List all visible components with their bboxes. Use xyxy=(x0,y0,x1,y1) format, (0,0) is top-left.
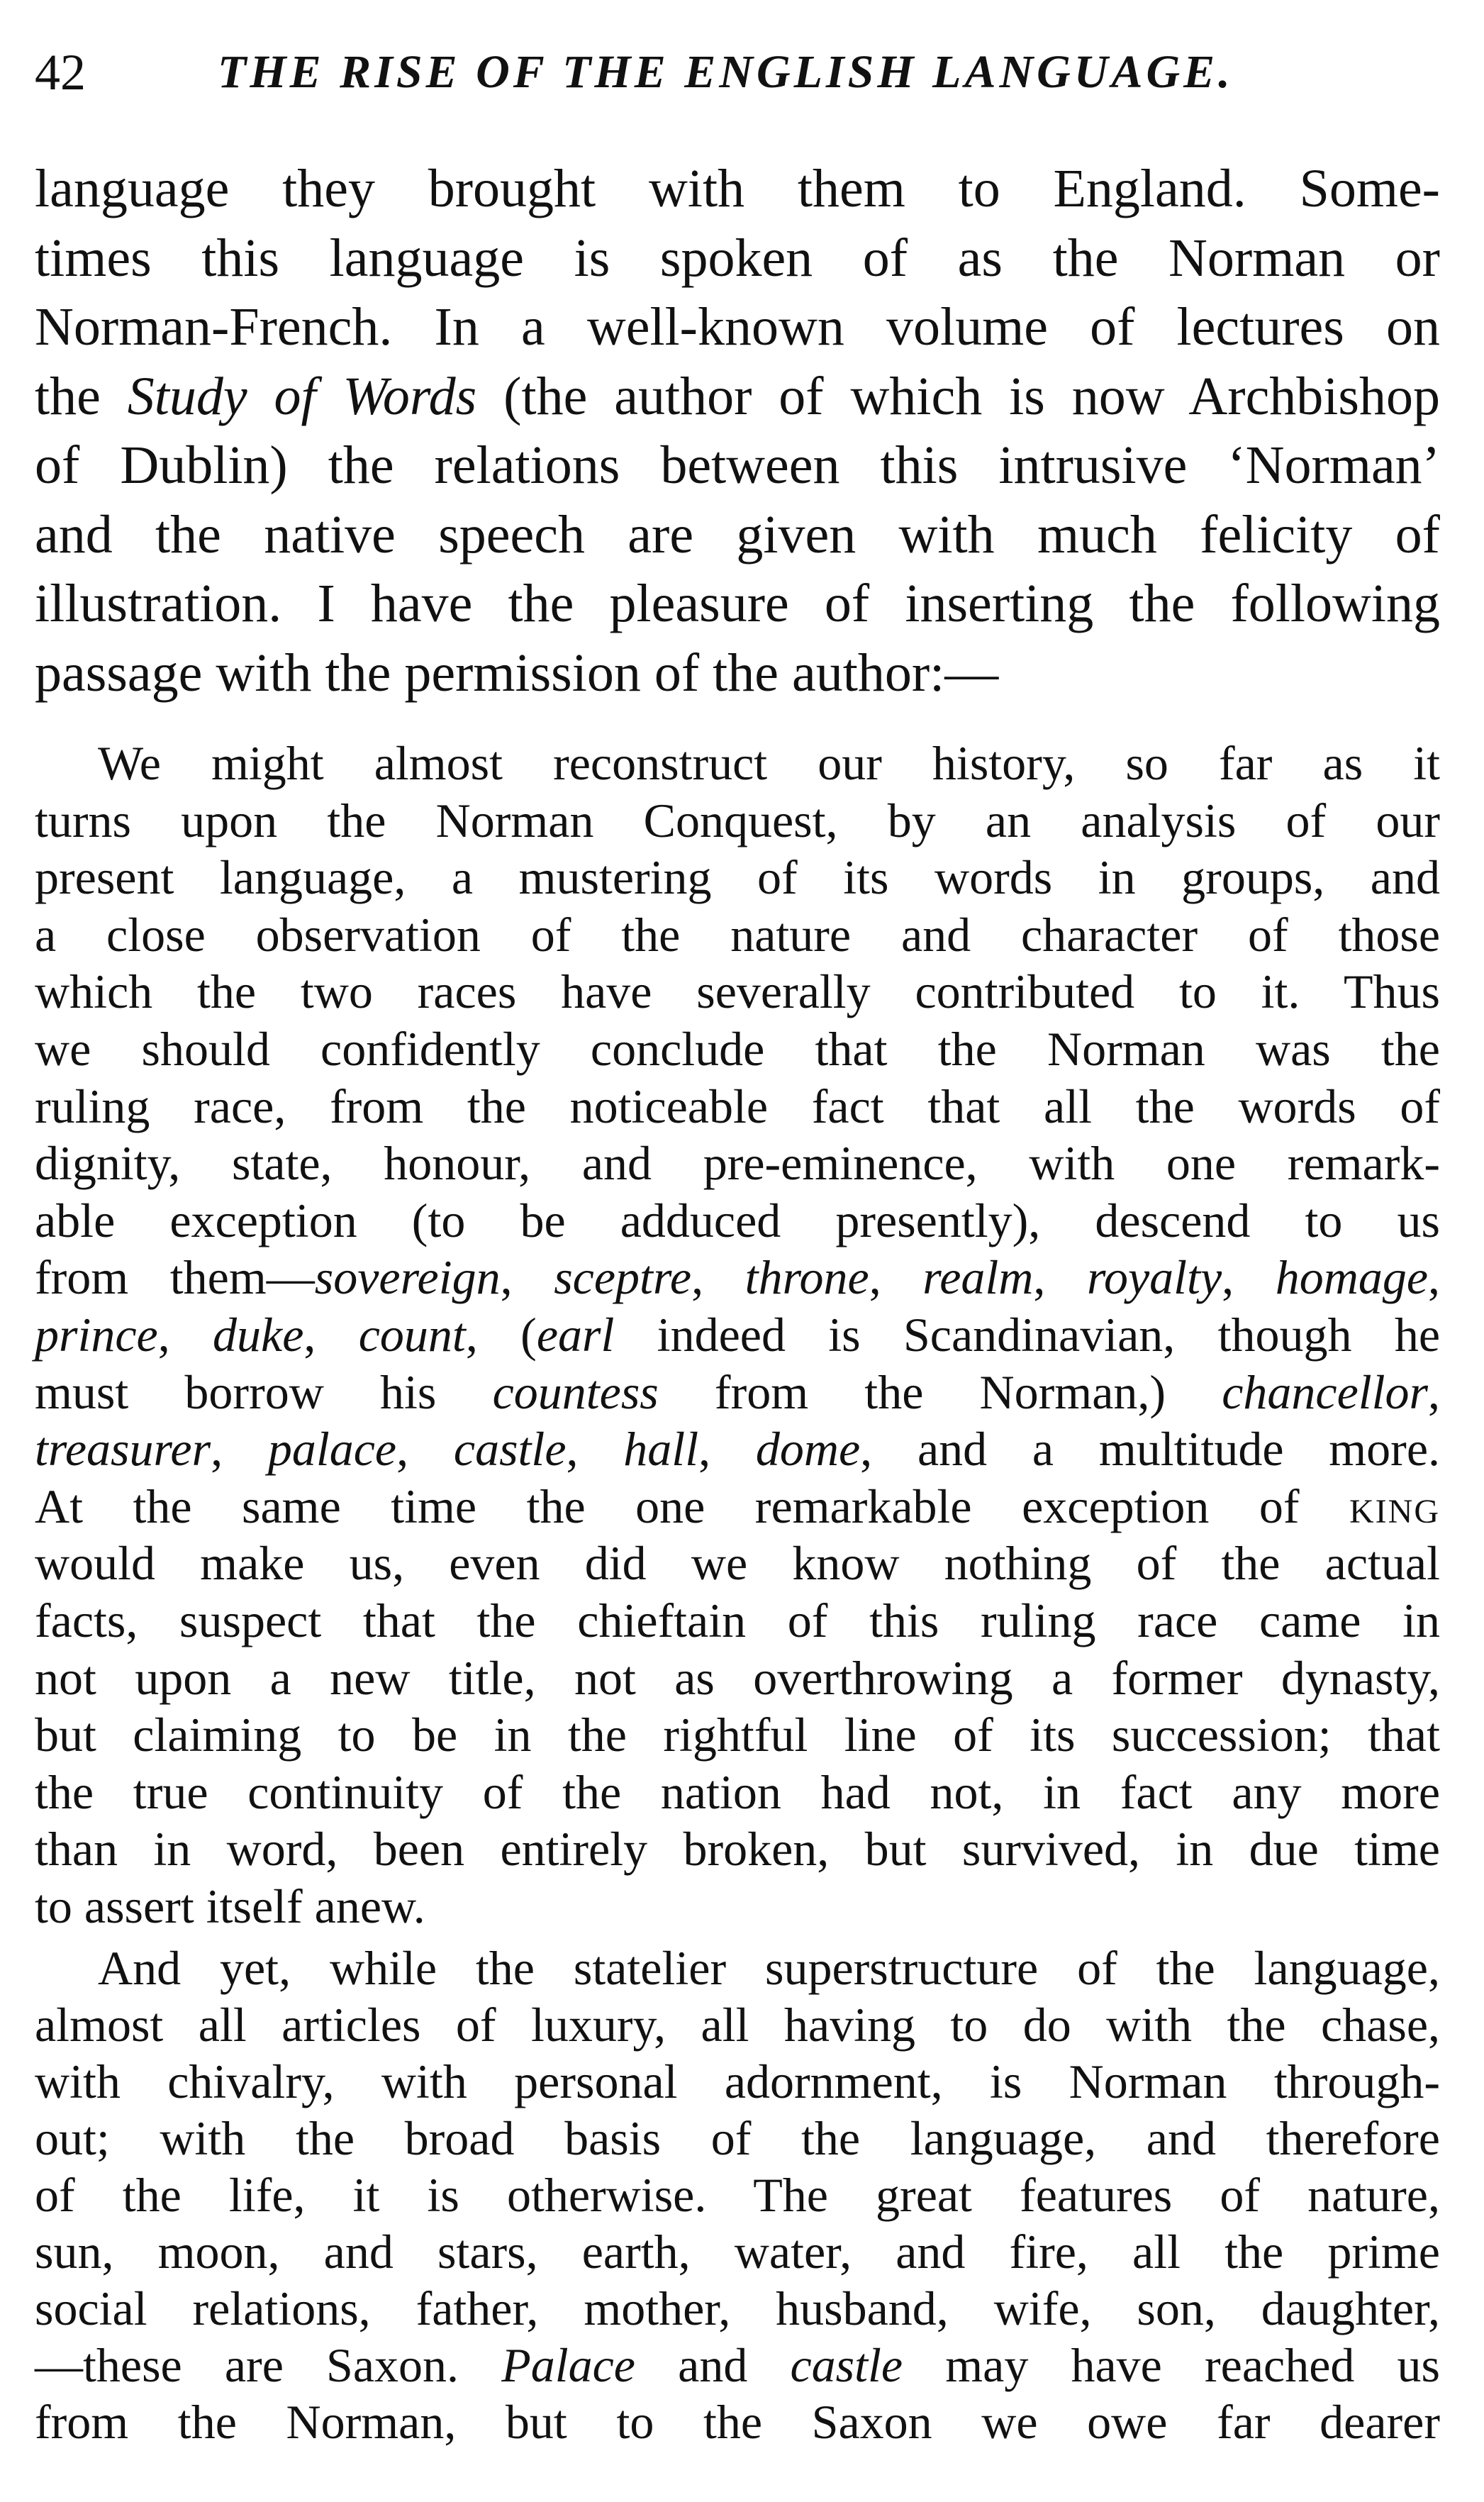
text-segment: the xyxy=(35,366,128,426)
text-segment: And yet, while the statelier superstructure of the language, xyxy=(98,1941,1440,1995)
text-line xyxy=(35,1535,1440,1592)
text-segment: present language, a mustering of its words in groups, and xyxy=(35,850,1440,905)
text-segment: At the same time the one remarkable exception of xyxy=(35,1479,1350,1533)
text-segment: , xyxy=(211,1422,268,1477)
italic-word: castle xyxy=(790,2338,903,2392)
text-line xyxy=(35,2053,1440,2110)
text-segment: of the life, it is otherwise. The great features of nature, xyxy=(35,2168,1440,2222)
text-line xyxy=(35,1135,1440,1192)
text-line xyxy=(35,2337,1440,2393)
text-line xyxy=(35,963,1440,1021)
text-segment: , xyxy=(698,1422,756,1477)
text-segment: , xyxy=(1428,1250,1441,1305)
text-segment: social relations, father, mother, husband, wife, son, daughter, xyxy=(35,2281,1440,2335)
text-line xyxy=(35,792,1440,850)
italic-word: chancellor xyxy=(1222,1364,1429,1419)
text-line xyxy=(35,1878,1440,1935)
text-segment: the true continuity of the nation had not, in fact any more xyxy=(35,1764,1440,1819)
italic-word: Study of Words xyxy=(127,366,477,426)
page-number: 42 xyxy=(35,44,86,101)
text-segment: but claiming to be in the rightful line of its succession; that xyxy=(35,1708,1440,1762)
text-segment: , xyxy=(396,1422,454,1477)
text-segment: almost all articles of luxury, all having to do with the chase, xyxy=(35,1998,1440,2052)
text-line xyxy=(35,2223,1440,2280)
text-segment: turns upon the Norman Conquest, by an analysis of our xyxy=(35,793,1440,847)
text-line xyxy=(35,1420,1440,1478)
text-segment: —these are Saxon. xyxy=(35,2338,502,2392)
text-segment: , xyxy=(566,1422,624,1477)
text-segment: of Dublin) the relations between this intrusive ‘Norman’ xyxy=(35,435,1440,495)
text-line xyxy=(35,1364,1440,1421)
italic-word: prince xyxy=(35,1307,158,1362)
text-line xyxy=(35,155,1440,224)
text-segment: , xyxy=(157,1307,213,1362)
text-line xyxy=(35,569,1440,639)
text-segment: from them— xyxy=(35,1250,315,1305)
italic-word: homage xyxy=(1275,1250,1429,1305)
text-segment: ruling race, from the noticeable fact that all the words of xyxy=(35,1079,1440,1133)
text-line xyxy=(35,1592,1440,1650)
text-line xyxy=(35,639,1440,708)
text-segment: and the native speech are given with much felicity of xyxy=(35,504,1440,565)
text-segment: able exception (to be adduced presently), descend to us xyxy=(35,1193,1440,1247)
text-segment: times this language is spoken of as the Norman or xyxy=(35,228,1440,288)
text-line xyxy=(35,1820,1440,1878)
text-line xyxy=(35,906,1440,964)
text-line xyxy=(35,501,1440,570)
text-line xyxy=(35,849,1440,906)
paragraph-quotation xyxy=(35,735,1440,1935)
italic-word: sovereign xyxy=(314,1250,501,1305)
text-segment: not upon a new title, not as overthrowing a former dynasty, xyxy=(35,1650,1440,1705)
text-line xyxy=(35,224,1440,294)
text-segment: we should confidently conclude that the Norman was the xyxy=(35,1021,1440,1076)
running-title: THE RISE OF THE ENGLISH LANGUAGE. xyxy=(218,46,1234,98)
text-segment: which the two races have severally contributed to it. Thus xyxy=(35,964,1440,1019)
text-line xyxy=(35,1078,1440,1135)
text-segment: from the Norman, but to the Saxon we owe far dearer xyxy=(35,2395,1440,2449)
text-line xyxy=(35,1021,1440,1078)
text-segment: indeed is Scandinavian, though he xyxy=(614,1307,1441,1362)
text-segment: , and a multitude more. xyxy=(860,1422,1441,1477)
italic-word: hall xyxy=(623,1422,699,1477)
text-segment: must borrow his xyxy=(35,1364,493,1419)
paragraph-intro xyxy=(35,155,1440,708)
text-segment: , xyxy=(500,1250,554,1305)
text-line xyxy=(35,735,1440,792)
text-line xyxy=(35,1306,1440,1364)
text-segment: and xyxy=(635,2338,791,2392)
italic-word: count xyxy=(358,1307,466,1362)
text-line xyxy=(35,1940,1440,1996)
running-header xyxy=(35,37,1440,108)
text-line xyxy=(35,1650,1440,1707)
text-segment: a close observation of the nature and character of those xyxy=(35,907,1440,962)
text-line xyxy=(35,1249,1440,1306)
text-segment: , xyxy=(1033,1250,1088,1305)
text-segment: with chivalry, with personal adornment, is Norman through- xyxy=(35,2055,1440,2108)
italic-word: sceptre xyxy=(554,1250,692,1305)
italic-word: castle xyxy=(453,1422,567,1477)
text-line xyxy=(35,293,1440,362)
text-segment: than in word, been entirely broken, but survived, in due time xyxy=(35,1822,1440,1876)
text-segment: from the Norman,) xyxy=(658,1364,1222,1419)
italic-word: dome xyxy=(755,1422,861,1477)
text-segment: out; with the broad basis of the language, and therefore xyxy=(35,2111,1440,2165)
text-line xyxy=(35,1192,1440,1250)
text-segment: illustration. I have the pleasure of inserting the following xyxy=(35,574,1440,633)
text-segment: would make us, even did we know nothing of the actual xyxy=(35,1536,1440,1591)
italic-word: throne xyxy=(744,1250,869,1305)
italic-word: duke xyxy=(213,1307,304,1362)
text-line xyxy=(35,1478,1440,1535)
text-line xyxy=(35,431,1440,501)
text-segment: dignity, state, honour, and pre-eminence, with one remark- xyxy=(35,1136,1440,1191)
italic-word: palace xyxy=(267,1422,397,1477)
italic-word: countess xyxy=(492,1364,659,1419)
text-segment: We might almost reconstruct our history, so far as it xyxy=(98,736,1440,790)
text-segment: , xyxy=(303,1307,359,1362)
text-line xyxy=(35,1764,1440,1821)
paragraph-saxon-words xyxy=(35,1940,1440,2450)
text-segment: language they brought with them to England. Some- xyxy=(35,159,1440,218)
text-segment: , xyxy=(691,1250,745,1305)
italic-word: royalty xyxy=(1087,1250,1222,1305)
text-line xyxy=(35,2280,1440,2337)
text-segment: , ( xyxy=(465,1307,537,1362)
italic-word: Palace xyxy=(501,2338,635,2392)
text-line xyxy=(35,2167,1440,2223)
text-segment: facts, suspect that the chieftain of this ruling race came in xyxy=(35,1593,1440,1647)
text-segment: , xyxy=(1428,1364,1441,1419)
text-line xyxy=(35,1706,1440,1764)
text-line xyxy=(35,2110,1440,2167)
text-line xyxy=(35,362,1440,432)
text-line xyxy=(35,1996,1440,2053)
italic-word: earl xyxy=(536,1307,615,1362)
text-segment: , xyxy=(869,1250,923,1305)
text-segment: to assert itself anew. xyxy=(35,1879,425,1933)
text-segment: sun, moon, and stars, earth, water, and fire, all the prime xyxy=(35,2225,1440,2279)
italic-word: treasurer xyxy=(35,1422,211,1477)
text-segment: Norman-French. In a well-known volume of lectures on xyxy=(35,297,1440,357)
text-line xyxy=(35,2393,1440,2450)
text-segment: passage with the permission of the author:— xyxy=(35,643,999,703)
text-segment: may have reached us xyxy=(903,2338,1440,2392)
text-segment: (the author of which is now Archbishop xyxy=(476,366,1440,426)
text-segment: , xyxy=(1222,1250,1276,1305)
italic-word: realm xyxy=(922,1250,1034,1305)
small-caps-word: king xyxy=(1349,1479,1440,1533)
